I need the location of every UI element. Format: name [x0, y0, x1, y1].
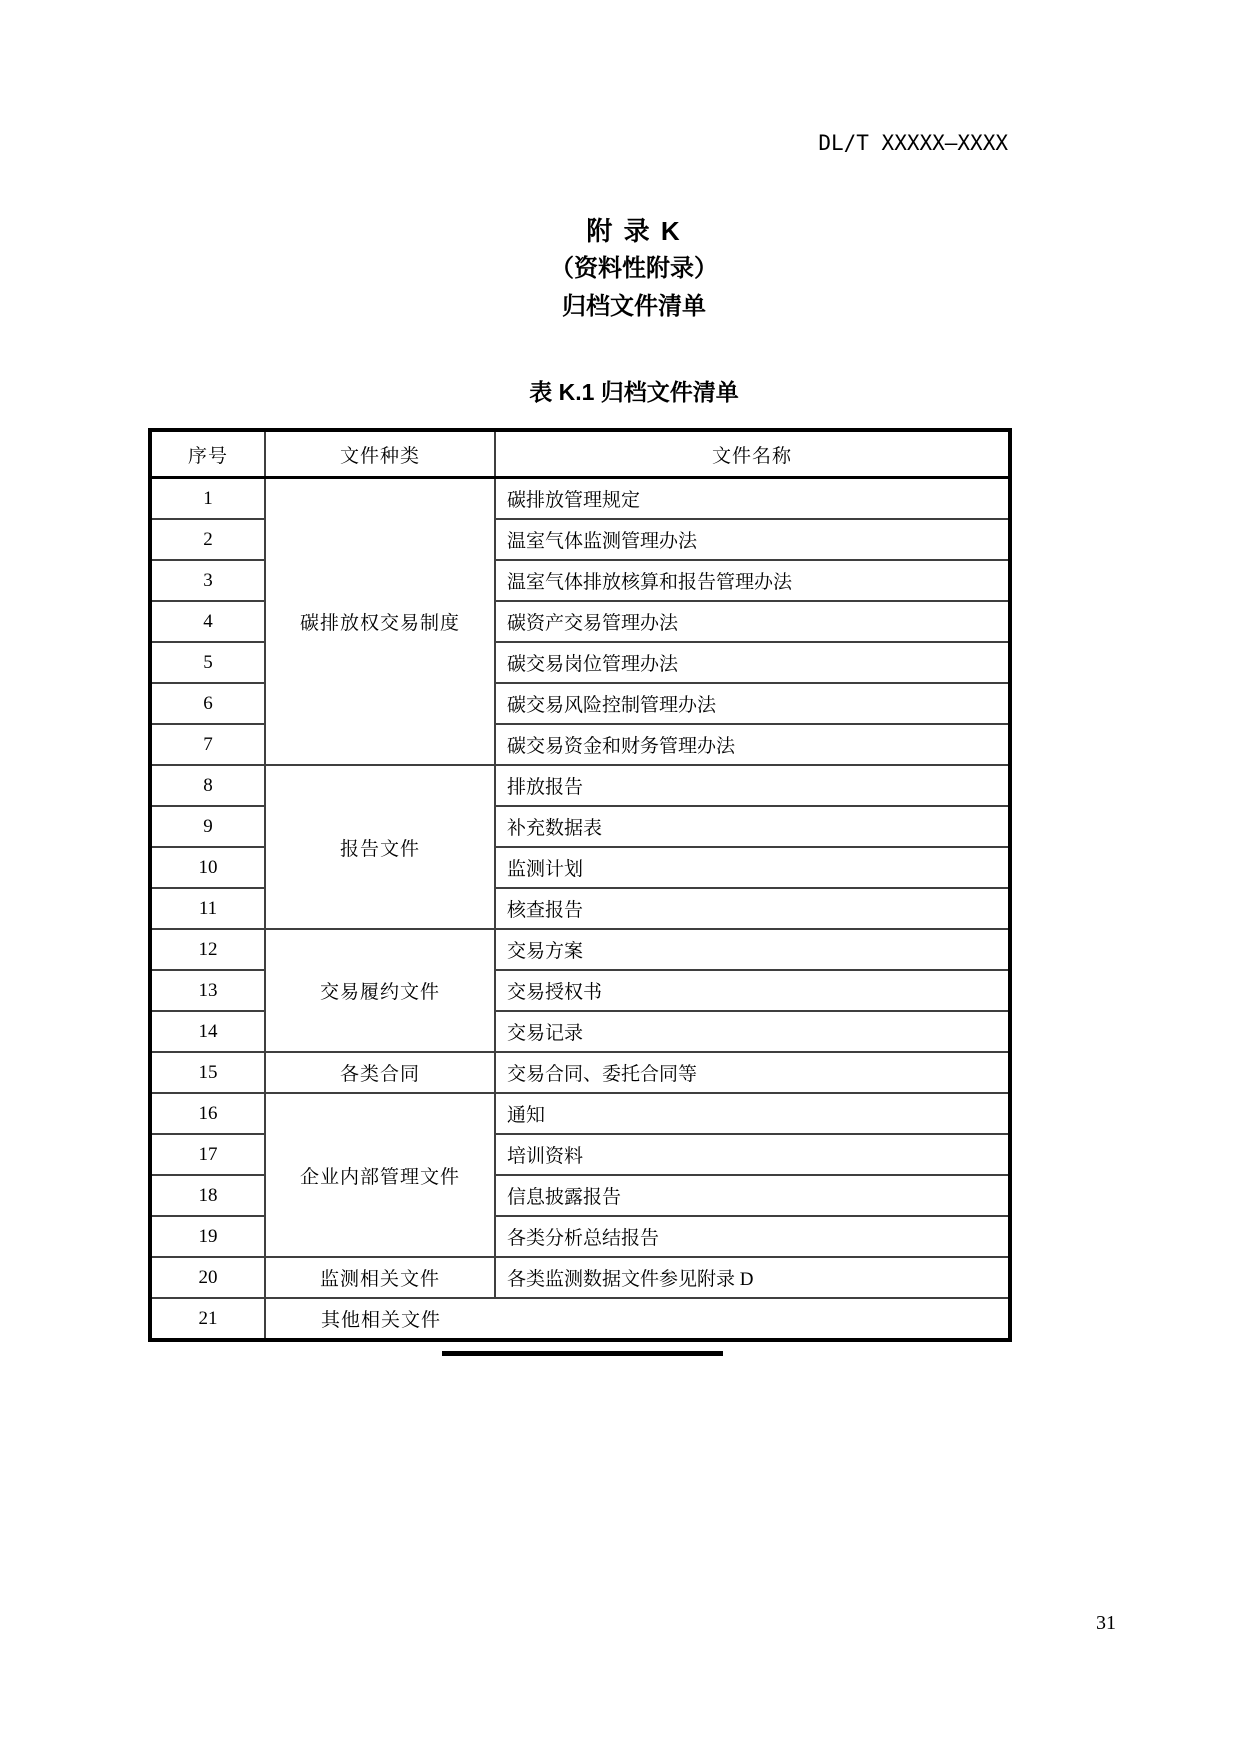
standard-number-header: DL/T XXXXX—XXXX [818, 131, 1008, 155]
archive-file-table [148, 428, 1012, 1342]
row-number: 12 [150, 929, 265, 970]
category-cell: 各类合同 [265, 1052, 495, 1093]
file-name-cell: 碳资产交易管理办法 [495, 601, 1010, 642]
table-row [150, 1093, 1010, 1134]
row-number: 18 [150, 1175, 265, 1216]
file-name-cell: 培训资料 [495, 1134, 1010, 1175]
file-name-cell: 核查报告 [495, 888, 1010, 929]
row-number: 10 [150, 847, 265, 888]
category-cell: 报告文件 [265, 765, 495, 929]
category-cell: 碳排放权交易制度 [265, 478, 495, 766]
row-number: 5 [150, 642, 265, 683]
category-label: 其他相关文件 [320, 1310, 441, 1331]
row-number: 8 [150, 765, 265, 806]
table-row [150, 1257, 1010, 1298]
row-number: 16 [150, 1093, 265, 1134]
row-number: 19 [150, 1216, 265, 1257]
row-number: 1 [150, 478, 265, 520]
row-number: 2 [150, 519, 265, 560]
file-name-cell: 通知 [495, 1093, 1010, 1134]
file-name-cell: 排放报告 [495, 765, 1010, 806]
category-cell: 交易履约文件 [265, 929, 495, 1052]
header-file-category: 文件种类 [265, 430, 495, 478]
appendix-title: 附 录 K [586, 216, 682, 246]
row-number: 20 [150, 1257, 265, 1298]
row-number: 9 [150, 806, 265, 847]
table-row [150, 1052, 1010, 1093]
row-number: 4 [150, 601, 265, 642]
table-row [150, 929, 1010, 970]
category-cell-merged [265, 1298, 1010, 1340]
row-number: 17 [150, 1134, 265, 1175]
row-number: 15 [150, 1052, 265, 1093]
table-header-row [150, 430, 1010, 478]
file-name-cell: 监测计划 [495, 847, 1010, 888]
category-cell: 企业内部管理文件 [265, 1093, 495, 1257]
row-number: 7 [150, 724, 265, 765]
row-number: 11 [150, 888, 265, 929]
header-serial-number: 序号 [150, 430, 265, 478]
row-number: 14 [150, 1011, 265, 1052]
file-name-cell: 各类监测数据文件参见附录 D [495, 1257, 1010, 1298]
file-name-cell: 交易授权书 [495, 970, 1010, 1011]
file-name-cell: 碳排放管理规定 [495, 478, 1010, 520]
file-name-cell: 温室气体排放核算和报告管理办法 [495, 560, 1010, 601]
category-cell: 监测相关文件 [265, 1257, 495, 1298]
file-name-cell: 交易记录 [495, 1011, 1010, 1052]
table-row [150, 765, 1010, 806]
row-number: 6 [150, 683, 265, 724]
file-name-cell: 碳交易资金和财务管理办法 [495, 724, 1010, 765]
file-name-cell: 信息披露报告 [495, 1175, 1010, 1216]
appendix-titles [148, 212, 1120, 326]
file-name-cell: 各类分析总结报告 [495, 1216, 1010, 1257]
file-name-cell: 碳交易风险控制管理办法 [495, 683, 1010, 724]
page-number: 31 [1096, 1612, 1116, 1634]
table-row [150, 478, 1010, 520]
file-name-cell: 碳交易岗位管理办法 [495, 642, 1010, 683]
appendix-name: 归档文件清单 [562, 293, 706, 320]
row-number: 3 [150, 560, 265, 601]
header-file-name: 文件名称 [495, 430, 1010, 478]
table-caption: 表 K.1 归档文件清单 [529, 379, 739, 405]
file-name-cell: 温室气体监测管理办法 [495, 519, 1010, 560]
file-name-cell: 交易方案 [495, 929, 1010, 970]
file-name-cell: 交易合同、委托合同等 [495, 1052, 1010, 1093]
file-name-cell: 补充数据表 [495, 806, 1010, 847]
end-of-document-line [442, 1351, 723, 1356]
table-row [150, 1298, 1010, 1340]
row-number: 13 [150, 970, 265, 1011]
row-number: 21 [150, 1298, 265, 1340]
appendix-subtitle: （资料性附录） [550, 255, 718, 282]
